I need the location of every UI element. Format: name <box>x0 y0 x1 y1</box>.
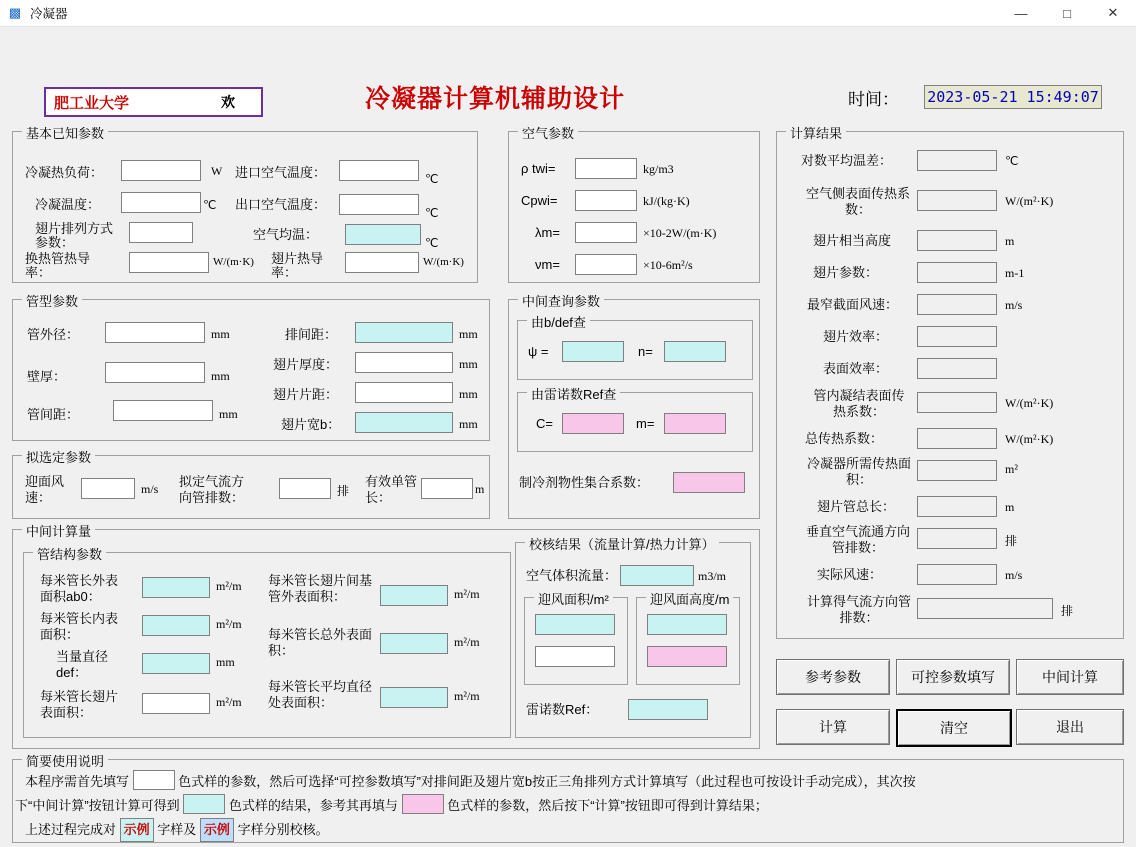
value-inner-area-per-m <box>142 615 210 636</box>
label-air-nu: νm= <box>535 257 560 272</box>
unit-bare-tube-area-per-m: m²/m <box>454 587 480 601</box>
value-frontal-height-2 <box>647 646 727 667</box>
value-frontal-area-1 <box>535 614 615 635</box>
input-tube-pitch[interactable] <box>113 400 213 421</box>
unit-heat-load: W <box>211 164 223 178</box>
value-equivalent-diameter <box>142 653 210 674</box>
label-cond-temp: 冷凝温度： <box>35 197 101 212</box>
intermediate-calc-button[interactable]: 中间计算 <box>1016 659 1124 695</box>
unit-inner-area-per-m: m²/m <box>216 617 242 631</box>
label-outlet-air-temp: 出口空气温度： <box>235 197 327 212</box>
group-intermediate <box>12 524 760 749</box>
unit-inlet-air-temp: ℃ <box>425 172 439 186</box>
input-fin-thickness[interactable] <box>355 352 453 373</box>
input-wall-thickness[interactable] <box>105 362 205 383</box>
input-tube-conductivity[interactable] <box>129 252 209 273</box>
instructions-line3-c: 字样分别校核。 <box>237 822 329 837</box>
unit-face-velocity: m/s <box>141 482 159 496</box>
unit-vertical-rows: 排 <box>1005 534 1018 548</box>
value-actual-velocity <box>917 564 997 585</box>
value-total-outer-area-per-m <box>380 633 448 654</box>
unit-air-nu: ×10-6m²/s <box>643 258 693 272</box>
input-air-nu[interactable] <box>575 254 637 275</box>
label-reynolds: 雷诺数Ref： <box>526 702 599 717</box>
label-mean-diameter-area-per-m: 每米管长平均直径处表面积： <box>268 679 373 710</box>
label-outer-area-per-m: 每米管长外表面积ab0： <box>40 573 119 604</box>
group-reynolds-lookup <box>517 387 753 452</box>
logo-text-left: 肥工业大学 <box>54 95 130 112</box>
unit-mean-air-temp: ℃ <box>425 236 439 250</box>
window-titlebar <box>0 0 1136 27</box>
label-inner-area-per-m: 每米管长内表面积： <box>40 611 119 642</box>
input-fin-arrangement[interactable] <box>129 222 193 243</box>
group-reynolds-caption: 由雷诺数Ref查 <box>527 384 620 403</box>
input-fin-conductivity[interactable] <box>345 252 419 273</box>
label-air-volume-flow: 空气体积流量： <box>526 568 618 583</box>
group-air-caption: 空气参数 <box>518 123 578 142</box>
unit-overall-htc: W/(m²·K) <box>1005 432 1054 446</box>
sample-blue: 示例 <box>200 818 234 842</box>
group-results <box>776 126 1124 639</box>
label-actual-velocity: 实际风速： <box>817 567 883 582</box>
group-tube-caption: 管型参数 <box>22 291 82 310</box>
value-surface-efficiency <box>917 358 997 379</box>
label-inlet-air-temp: 进口空气温度： <box>235 165 327 180</box>
group-tube-params <box>12 294 490 441</box>
instructions-line3-b: 字样及 <box>157 822 197 837</box>
value-bare-tube-area-per-m <box>380 585 448 606</box>
label-tube-outer-diameter: 管外径： <box>27 327 80 342</box>
university-logo <box>44 87 263 117</box>
unit-assumed-rows: 排 <box>337 484 350 498</box>
value-vertical-rows <box>917 528 997 549</box>
label-fin-parameter: 翅片参数： <box>813 265 879 280</box>
input-air-lambda[interactable] <box>575 222 637 243</box>
value-fin-parameter <box>917 262 997 283</box>
label-fin-equivalent-height: 翅片相当高度 <box>813 233 892 248</box>
unit-air-volume-flow: m3/m <box>698 569 727 583</box>
instructions-line2-c: 色式样的参数，然后按下“计算”按钮即可得到计算结果； <box>447 798 768 813</box>
unit-actual-velocity: m/s <box>1005 568 1023 582</box>
unit-tube-outer-diameter: mm <box>211 327 230 341</box>
group-intermediate-caption: 中间计算量 <box>22 521 95 540</box>
group-check-results <box>515 537 751 738</box>
value-required-area <box>917 460 997 481</box>
label-air-side-htc: 空气侧表面传热系数： <box>805 186 910 217</box>
label-lmtd: 对数平均温差： <box>801 153 893 168</box>
unit-air-lambda: ×10-2W/(m·K) <box>643 226 717 240</box>
exit-button[interactable]: 退出 <box>1016 709 1124 745</box>
group-instructions <box>12 754 1124 843</box>
value-overall-htc <box>917 428 997 449</box>
label-air-cp: Cpwi= <box>521 193 558 208</box>
swatch-pink <box>402 794 444 814</box>
unit-outlet-air-temp: ℃ <box>425 206 439 220</box>
label-fin-spacing: 翅片片距： <box>273 387 339 402</box>
clear-button[interactable]: 清空 <box>896 709 1012 747</box>
unit-air-side-htc: W/(m²·K) <box>1005 194 1054 208</box>
group-frontal-height-caption: 迎风面高度/m <box>646 589 733 608</box>
input-cond-temp[interactable] <box>121 192 201 213</box>
group-tube-structure <box>23 547 511 738</box>
input-air-cp[interactable] <box>575 190 637 211</box>
label-row-pitch: 排间距： <box>285 327 338 342</box>
value-fin-area-per-m <box>142 693 210 714</box>
swatch-cyan <box>183 794 225 814</box>
value-frontal-area-2 <box>535 646 615 667</box>
input-c[interactable] <box>562 413 624 434</box>
unit-fin-parameter: m-1 <box>1005 266 1025 280</box>
label-tube-pitch: 管间距： <box>27 407 80 422</box>
unit-wall-thickness: mm <box>211 369 230 383</box>
unit-tube-conductivity: W/(m·K) <box>213 256 254 268</box>
label-fin-efficiency: 翅片效率： <box>823 329 889 344</box>
sample-cyan: 示例 <box>120 818 154 842</box>
label-assumed-rows: 拟定气流方向管排数： <box>179 474 245 505</box>
group-assumed-caption: 拟选定参数 <box>22 447 95 466</box>
input-face-velocity[interactable] <box>81 478 135 499</box>
group-basic-params <box>12 126 478 283</box>
input-heat-load[interactable] <box>121 160 201 181</box>
label-tube-conductivity: 换热管热导率： <box>25 251 91 280</box>
instructions-line1-a: 本程序需首先填写 <box>25 774 130 789</box>
value-lmtd <box>917 150 997 171</box>
input-effective-tube-length[interactable] <box>421 478 473 499</box>
unit-cond-temp: ℃ <box>203 198 217 212</box>
label-computed-rows: 计算得气流方向管排数： <box>806 594 911 625</box>
value-inner-condensation-htc <box>917 392 997 413</box>
input-psi[interactable] <box>562 341 624 362</box>
input-inlet-air-temp[interactable] <box>339 160 419 181</box>
instructions-line1-b: 色式样的参数，然后可选择“可控参数填写”对排间距及翅片宽b按正三角排列方式计算填写（此过程也可按设计手动完成），其次按 <box>178 774 916 789</box>
label-fin-thickness: 翅片厚度： <box>273 357 339 372</box>
label-bare-tube-area-per-m: 每米管长翅片间基管外表面积： <box>268 573 373 604</box>
input-mean-air-temp[interactable] <box>345 224 421 245</box>
group-bdef-caption: 由b/def查 <box>527 312 590 331</box>
label-fin-arrangement: 翅片排列方式参数： <box>35 221 114 250</box>
unit-effective-tube-length: m <box>475 482 485 496</box>
group-frontal-area-caption: 迎风面积/m² <box>534 589 613 608</box>
group-frontal-area <box>524 592 628 685</box>
unit-total-fin-tube-length: m <box>1005 500 1015 514</box>
instructions-line3-a: 上述过程完成对 <box>25 822 117 837</box>
time-display: 2023-05-21 15:49:07 <box>924 85 1102 109</box>
group-bdef-lookup <box>517 315 753 380</box>
unit-air-cp: kJ/(kg·K) <box>643 194 690 208</box>
unit-inner-condensation-htc: W/(m²·K) <box>1005 396 1054 410</box>
input-assumed-rows[interactable] <box>279 478 331 499</box>
value-reynolds <box>628 699 708 720</box>
label-inner-condensation-htc: 管内凝结表面传热系数： <box>813 388 905 419</box>
group-lookup-caption: 中间查询参数 <box>518 291 604 310</box>
group-basic-caption: 基本已知参数 <box>22 123 108 142</box>
group-instructions-caption: 简要使用说明 <box>22 751 108 770</box>
input-tube-outer-diameter[interactable] <box>105 322 205 343</box>
reference-params-button[interactable]: 参考参数 <box>776 659 890 695</box>
label-effective-tube-length: 有效单管长： <box>365 474 418 505</box>
input-row-pitch[interactable] <box>355 322 453 343</box>
unit-required-area: m² <box>1005 462 1018 476</box>
label-equivalent-diameter: 当量直径def： <box>56 649 109 680</box>
unit-min-section-velocity: m/s <box>1005 298 1023 312</box>
label-required-area: 冷凝器所需传热面积： <box>807 456 912 487</box>
label-min-section-velocity: 最窄截面风速： <box>807 297 899 312</box>
label-fin-conductivity: 翅片热导率： <box>271 251 324 280</box>
group-tube-structure-caption: 管结构参数 <box>33 544 106 563</box>
value-frontal-height-1 <box>647 614 727 635</box>
time-label: 时间： <box>848 90 899 109</box>
close-button[interactable]: ✕ <box>1107 5 1119 20</box>
minimize-button[interactable]: — <box>1014 5 1028 21</box>
label-fin-area-per-m: 每米管长翅片表面积： <box>40 689 119 720</box>
label-n: n= <box>638 344 653 359</box>
value-air-volume-flow <box>620 565 694 586</box>
unit-fin-thickness: mm <box>459 357 478 371</box>
input-fin-spacing[interactable] <box>355 382 453 403</box>
label-air-density: ρ twi= <box>521 161 556 176</box>
group-air-params <box>508 126 760 283</box>
label-psi: ψ = <box>528 344 549 359</box>
group-assumed-params <box>12 450 490 519</box>
unit-fin-area-per-m: m²/m <box>216 695 242 709</box>
maximize-button[interactable]: □ <box>1063 5 1071 21</box>
input-n[interactable] <box>664 341 726 362</box>
label-face-velocity: 迎面风速： <box>25 474 65 505</box>
unit-equivalent-diameter: mm <box>216 655 235 669</box>
unit-fin-width: mm <box>459 417 478 431</box>
unit-mean-diameter-area-per-m: m²/m <box>454 689 480 703</box>
instructions-line2-a: 下“中间计算”按钮计算可得到 <box>15 798 180 813</box>
page-title: 冷凝器计算机辅助设计 <box>364 86 625 113</box>
value-min-section-velocity <box>917 294 997 315</box>
unit-lmtd: ℃ <box>1005 154 1019 168</box>
label-fin-width: 翅片宽b： <box>281 417 341 432</box>
input-outlet-air-temp[interactable] <box>339 194 419 215</box>
unit-air-density: kg/m3 <box>643 162 674 176</box>
label-overall-htc: 总传热系数： <box>805 431 884 446</box>
input-fin-width[interactable] <box>355 412 453 433</box>
unit-tube-pitch: mm <box>219 407 238 421</box>
unit-computed-rows: 排 <box>1061 604 1074 618</box>
label-surface-efficiency: 表面效率： <box>823 361 889 376</box>
label-refrigerant-coef: 制冷剂物性集合系数： <box>519 475 650 490</box>
controllable-params-button[interactable]: 可控参数填写 <box>896 659 1010 695</box>
label-total-outer-area-per-m: 每米管长总外表面积： <box>268 627 373 658</box>
group-check-caption: 校核结果（流量计算/热力计算） <box>525 534 719 553</box>
unit-fin-equivalent-height: m <box>1005 234 1015 248</box>
label-vertical-rows: 垂直空气流通方向管排数： <box>805 524 910 555</box>
label-c: C= <box>536 416 553 431</box>
value-fin-equivalent-height <box>917 230 997 251</box>
unit-fin-conductivity: W/(m·K) <box>423 256 464 268</box>
value-computed-rows <box>917 598 1053 619</box>
instructions-line2-b: 色式样的结果，参考其再填与 <box>228 798 398 813</box>
app-icon: ▩ <box>8 5 22 20</box>
label-wall-thickness: 壁厚： <box>27 369 67 384</box>
value-outer-area-per-m <box>142 577 210 598</box>
value-mean-diameter-area-per-m <box>380 687 448 708</box>
unit-fin-spacing: mm <box>459 387 478 401</box>
label-heat-load: 冷凝热负荷： <box>25 165 104 180</box>
logo-text-right: 欢 <box>221 96 235 111</box>
input-m[interactable] <box>664 413 726 434</box>
swatch-white <box>133 770 175 790</box>
unit-total-outer-area-per-m: m²/m <box>454 635 480 649</box>
unit-row-pitch: mm <box>459 327 478 341</box>
window-title: 冷凝器 <box>30 7 68 21</box>
value-fin-efficiency <box>917 326 997 347</box>
input-air-density[interactable] <box>575 158 637 179</box>
label-air-lambda: λm= <box>535 225 560 240</box>
label-m: m= <box>636 416 655 431</box>
group-frontal-height <box>636 592 740 685</box>
label-mean-air-temp: 空气均温： <box>253 227 319 242</box>
app-surface <box>0 27 1136 847</box>
group-lookup-params <box>508 294 760 519</box>
group-results-caption: 计算结果 <box>786 123 846 142</box>
input-refrigerant-coef[interactable] <box>673 472 745 493</box>
unit-outer-area-per-m: m²/m <box>216 579 242 593</box>
value-air-side-htc <box>917 190 997 211</box>
calculate-button[interactable]: 计算 <box>776 709 890 745</box>
value-total-fin-tube-length <box>917 496 997 517</box>
label-total-fin-tube-length: 翅片管总长： <box>817 499 896 514</box>
